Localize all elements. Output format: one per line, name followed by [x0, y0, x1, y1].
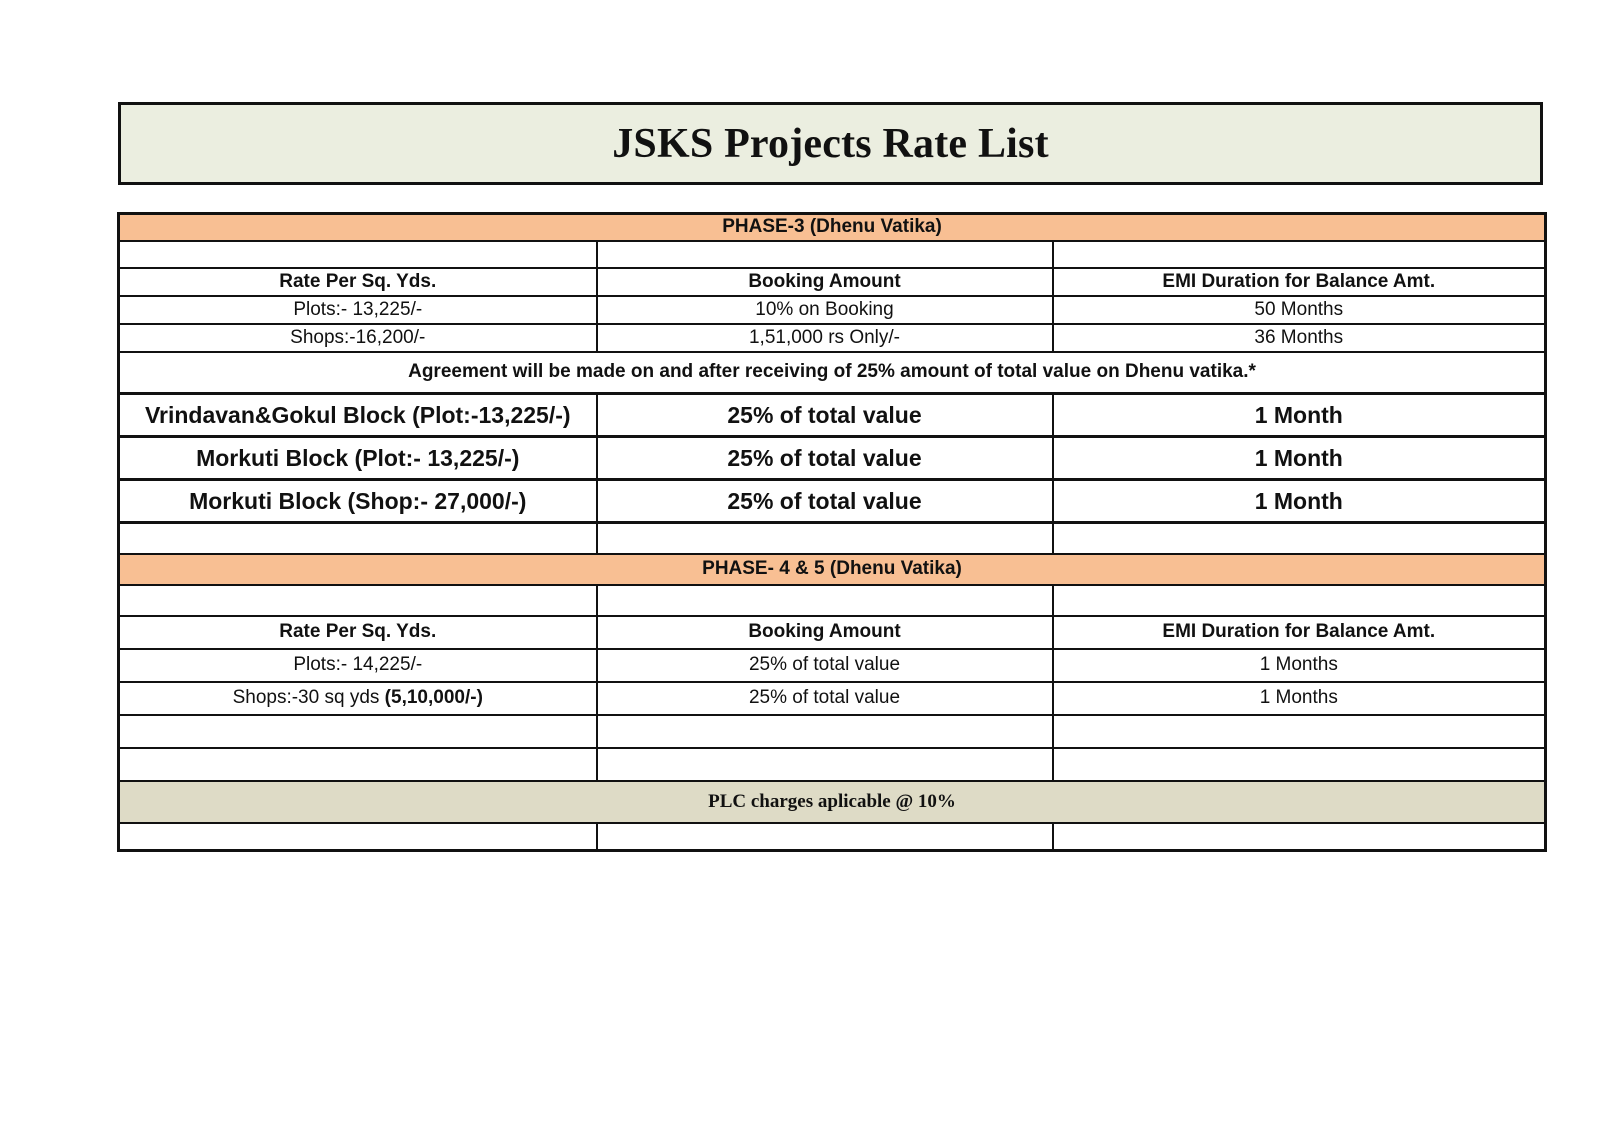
plc-charges: PLC charges aplicable @ 10% — [119, 781, 1546, 823]
rate-cell — [119, 682, 597, 715]
emi-cell: 36 Months — [1053, 324, 1546, 352]
empty-row — [119, 241, 1546, 268]
page-title: JSKS Projects Rate List — [612, 120, 1049, 167]
emi-cell: 1 Months — [1053, 682, 1546, 715]
rate-cell: Shops:-16,200/- — [119, 324, 597, 352]
block-name: Vrindavan&Gokul Block (Plot:-13,225/-) — [119, 394, 597, 437]
empty-row — [119, 585, 1546, 616]
phase45-column-headers — [119, 616, 1546, 649]
plc-row — [119, 781, 1546, 823]
empty-row — [119, 715, 1546, 748]
rate-amount: (5,10,000/-) — [384, 687, 483, 708]
block-name: Morkuti Block (Shop:- 27,000/-) — [119, 480, 597, 523]
rate-cell: Plots:- 14,225/- — [119, 649, 597, 682]
phase3-column-headers — [119, 268, 1546, 296]
block-row — [119, 480, 1546, 523]
table-row — [119, 649, 1546, 682]
empty-row — [119, 523, 1546, 554]
emi-cell: 50 Months — [1053, 296, 1546, 324]
phase45-header-row — [119, 554, 1546, 585]
rate-prefix: Shops:-30 sq yds — [232, 687, 385, 708]
rate-cell: Plots:- 13,225/- — [119, 296, 597, 324]
column-header-rate: Rate Per Sq. Yds. — [119, 616, 597, 649]
table-row — [119, 296, 1546, 324]
rate-list-table — [117, 212, 1547, 852]
block-booking: 25% of total value — [597, 480, 1053, 523]
booking-cell: 25% of total value — [597, 649, 1053, 682]
column-header-booking: Booking Amount — [597, 268, 1053, 296]
title-box — [118, 102, 1543, 185]
column-header-rate: Rate Per Sq. Yds. — [119, 268, 597, 296]
block-row — [119, 394, 1546, 437]
booking-cell: 1,51,000 rs Only/- — [597, 324, 1053, 352]
emi-cell: 1 Months — [1053, 649, 1546, 682]
block-row — [119, 437, 1546, 480]
table-row — [119, 324, 1546, 352]
phase45-header: PHASE- 4 & 5 (Dhenu Vatika) — [119, 554, 1546, 585]
phase3-header: PHASE-3 (Dhenu Vatika) — [119, 214, 1546, 241]
empty-row — [119, 823, 1546, 851]
empty-row — [119, 748, 1546, 781]
block-booking: 25% of total value — [597, 437, 1053, 480]
agreement-note: Agreement will be made on and after receiving of 25% amount of total value on Dhenu vatika.* — [119, 352, 1546, 394]
column-header-booking: Booking Amount — [597, 616, 1053, 649]
booking-cell: 10% on Booking — [597, 296, 1053, 324]
block-emi: 1 Month — [1053, 480, 1546, 523]
agreement-note-row — [119, 352, 1546, 394]
block-name: Morkuti Block (Plot:- 13,225/-) — [119, 437, 597, 480]
phase3-header-row — [119, 214, 1546, 241]
table-row — [119, 682, 1546, 715]
column-header-emi: EMI Duration for Balance Amt. — [1053, 616, 1546, 649]
block-emi: 1 Month — [1053, 437, 1546, 480]
block-emi: 1 Month — [1053, 394, 1546, 437]
block-booking: 25% of total value — [597, 394, 1053, 437]
column-header-emi: EMI Duration for Balance Amt. — [1053, 268, 1546, 296]
booking-cell: 25% of total value — [597, 682, 1053, 715]
